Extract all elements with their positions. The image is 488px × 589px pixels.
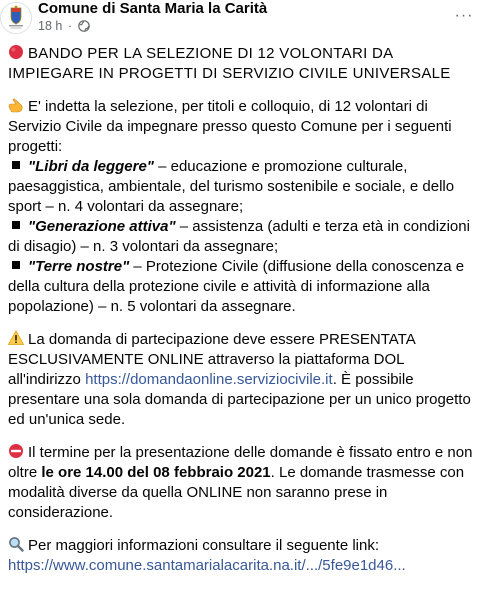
post-meta	[38, 19, 90, 33]
deadline-text: Il termine per la presentazione delle domande è fissato entro e non oltre	[8, 444, 473, 481]
application-section	[8, 330, 480, 430]
post-body	[8, 44, 480, 589]
bullet-icon	[12, 261, 20, 269]
deadline-text-end: . Le domande trasmesse con modalità diverse da quella ONLINE non saranno prese in considerazione.	[8, 464, 465, 521]
municipal-crest-icon	[1, 3, 31, 33]
project-desc: – Protezione Civile (diffusione della conoscenza e della cultura della protezione civile e attività di informazione alla popolazione) – n. 5 volontari da assegnare.	[8, 258, 465, 315]
info-section	[8, 536, 480, 576]
no-entry-icon	[8, 443, 24, 459]
page-name[interactable]: Comune di Santa Maria la Carità	[38, 0, 268, 17]
application-text: La domanda di partecipazione deve essere PRESENTATA ESCLUSIVAMENTE ONLINE attraverso la piattaforma DOL all'indirizzo	[8, 331, 415, 388]
project-item	[8, 258, 464, 315]
title-text: BANDO PER LA SELEZIONE DI 12 VOLONTARI DA IMPIEGARE IN PROGETTI DI SERVIZIO CIVILE UNIVERSALE	[8, 45, 451, 82]
intro-section	[8, 97, 480, 317]
deadline-section	[8, 443, 480, 523]
project-desc: – educazione e promozione culturale, paesaggistica, ambientale, del turismo sostenibile e sociale, e dello sport – n. 4 volontari da assegnare;	[8, 158, 455, 215]
post-time[interactable]: 18 h	[38, 19, 63, 33]
project-name: "Terre nostre"	[28, 258, 130, 275]
info-link[interactable]: https://www.comune.santamarialacarita.na.it/.../5fe9e1d46...	[8, 557, 406, 574]
deadline-date: le ore 14.00 del 08 febbraio 2021	[41, 464, 271, 481]
page-avatar[interactable]	[0, 2, 32, 34]
project-name: "Generazione attiva"	[28, 218, 176, 235]
pointing-hand-icon	[8, 97, 24, 113]
more-options-button[interactable]: ···	[454, 7, 474, 24]
warning-icon	[8, 330, 24, 346]
project-item	[8, 218, 470, 255]
meta-separator: ·	[67, 19, 72, 33]
info-text: Per maggiori informazioni consultare il seguente link:	[28, 537, 380, 554]
bullet-icon	[12, 161, 20, 169]
globe-icon[interactable]	[78, 20, 90, 32]
post-header	[0, 0, 488, 38]
project-item	[8, 158, 454, 215]
intro-text: E' indetta la selezione, per titoli e colloquio, di 12 volontari di Servizio Civile da impegnare presso questo Comune per i seguenti progetti:	[8, 98, 452, 155]
application-text-end: . È possibile presentare una sola domanda di partecipazione per un unico progetto ed un'unica sede.	[8, 371, 471, 428]
bullet-icon	[12, 221, 20, 229]
project-name: "Libri da leggere"	[28, 158, 154, 175]
project-desc: – assistenza (adulti e terza età in condizioni di disagio) – n. 3 volontari da assegnare;	[8, 218, 470, 255]
application-link[interactable]: https://domandaonline.serviziocivile.it	[85, 371, 333, 388]
red-circle-icon	[8, 44, 24, 60]
magnifier-icon	[8, 536, 24, 552]
post-title	[8, 44, 480, 84]
